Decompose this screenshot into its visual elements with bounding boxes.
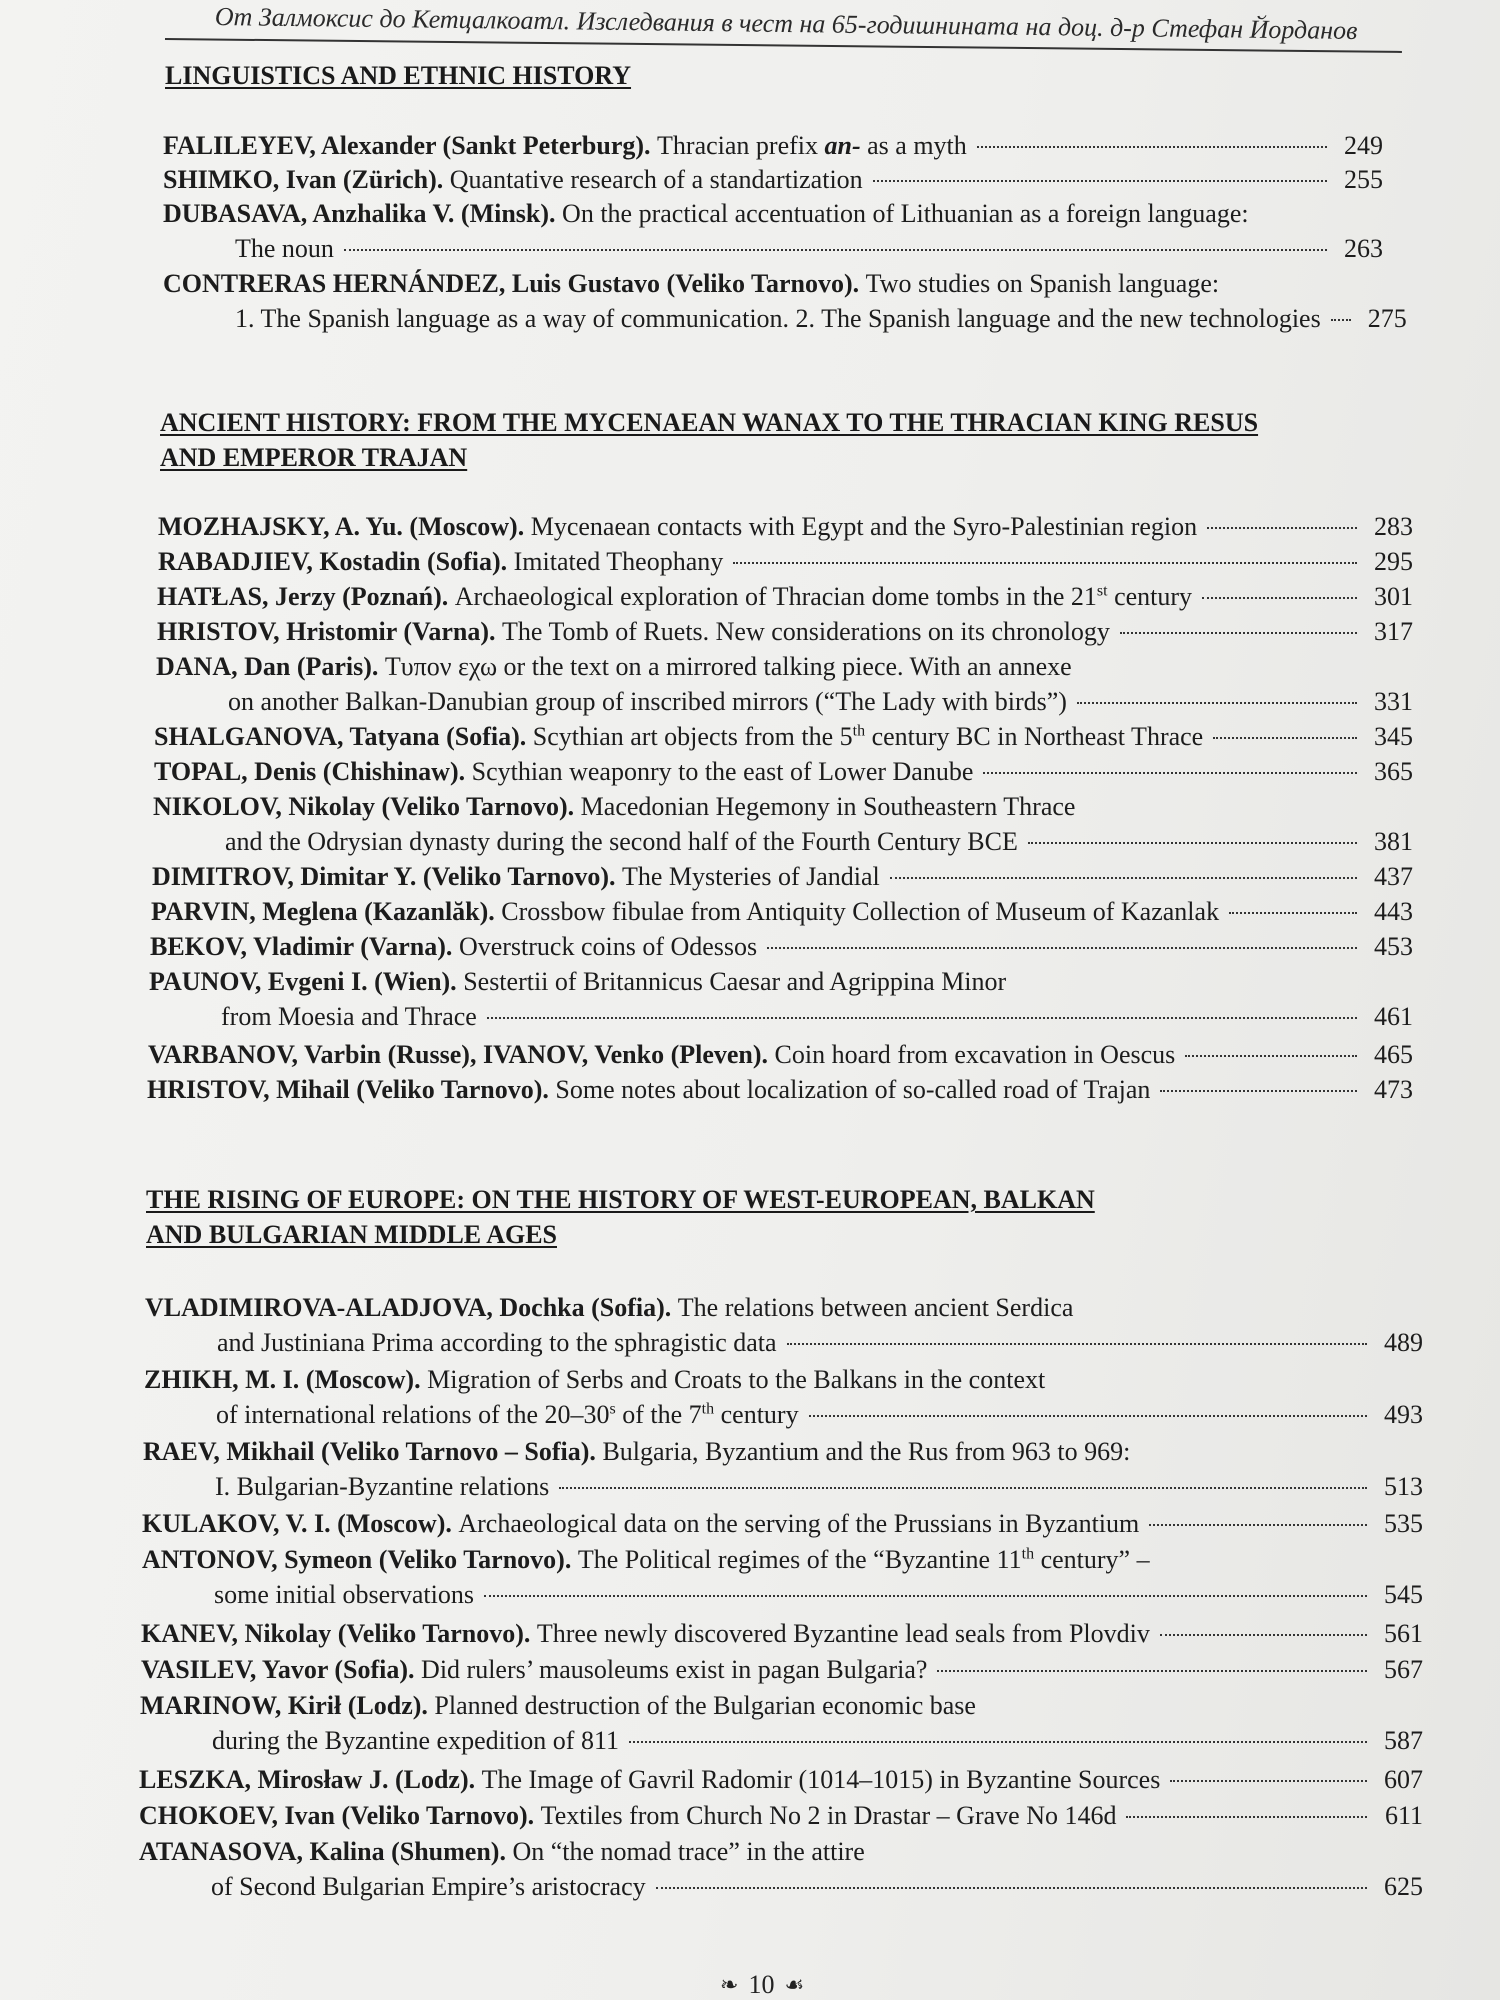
entry-author: BEKOV, Vladimir (Varna). — [150, 932, 453, 961]
toc-line — [158, 509, 1413, 544]
entry-title: The Image of Gavril Radomir (1014–1015) in Byzantine Sources — [481, 1765, 1161, 1794]
entry-page: 443 — [1374, 897, 1413, 926]
toc-entry — [147, 1072, 1413, 1107]
toc-line — [154, 754, 1413, 789]
toc-line-continued — [142, 1577, 1423, 1612]
toc-entry — [163, 128, 1383, 163]
dot-leader — [484, 1595, 1367, 1597]
toc-line — [157, 579, 1413, 614]
toc-line-continued — [163, 301, 1407, 336]
toc-entry — [143, 1434, 1423, 1504]
entry-page: 461 — [1374, 1002, 1413, 1031]
dot-leader — [1207, 527, 1357, 529]
entry-page: 275 — [1367, 304, 1407, 333]
toc-entry — [141, 1652, 1423, 1687]
toc-line — [163, 162, 1383, 197]
toc-line — [154, 719, 1413, 754]
entry-author: VARBANOV, Varbin (Russe), IVANOV, Venko (Pleven). — [148, 1040, 769, 1069]
entry-title: Did rulers’ mausoleums exist in pagan Bulgaria? — [421, 1655, 928, 1684]
entry-author: HRISTOV, Hristomir (Varna). — [157, 617, 496, 646]
toc-entry — [154, 754, 1413, 789]
toc-line-continued — [140, 1723, 1423, 1758]
section-heading-line: ANCIENT HISTORY: FROM THE MYCENAEAN WANAX TO THE THRACIAN KING RESUS — [160, 408, 1259, 437]
section-heading-line: AND EMPEROR TRAJAN — [160, 443, 468, 472]
toc-entry — [151, 894, 1413, 929]
entry-title: Quantative research of a standartization — [449, 165, 863, 194]
toc-line-continued — [156, 684, 1413, 719]
entry-title: Crossbow fibulae from Antiquity Collection of Museum of Kazanlak — [501, 897, 1220, 926]
entry-title-continued: some initial observations — [214, 1580, 474, 1609]
entry-title: Archaeological exploration of Thracian dome tombs in the 21st century — [454, 582, 1193, 611]
dot-leader — [1331, 319, 1351, 321]
entry-page: 625 — [1384, 1872, 1423, 1901]
section-heading-line: AND BULGARIAN MIDDLE AGES — [146, 1220, 557, 1249]
toc-entry — [148, 1037, 1413, 1072]
toc-entry — [157, 579, 1413, 614]
toc-line — [163, 266, 1383, 301]
toc-entry — [144, 1362, 1423, 1432]
toc-entry — [158, 509, 1413, 544]
entry-author: ANTONOV, Symeon (Veliko Tarnovo). — [142, 1545, 572, 1574]
toc-entry — [156, 649, 1413, 719]
entry-page: 453 — [1374, 932, 1413, 961]
entry-author: KANEV, Nikolay (Veliko Tarnovo). — [141, 1619, 531, 1648]
toc-entry — [152, 859, 1413, 894]
entry-title: On the practical accentuation of Lithuanian as a foreign language: — [562, 199, 1249, 228]
toc-entry — [163, 266, 1407, 336]
toc-line — [151, 894, 1413, 929]
section-heading-line: LINGUISTICS AND ETHNIC HISTORY — [165, 61, 632, 90]
dot-leader — [1120, 632, 1357, 634]
toc-line — [163, 128, 1383, 163]
dot-leader — [1202, 597, 1357, 599]
page-footer — [720, 1970, 804, 2000]
dot-leader — [873, 180, 1327, 182]
fleuron-right-icon: ☙ — [784, 1972, 805, 1997]
entry-author: VLADIMIROVA-ALADJOVA, Dochka (Sofia). — [145, 1293, 672, 1322]
section-heading-ancient-history — [160, 405, 1258, 475]
entry-title: Scythian art objects from the 5th century BC in Northeast Thrace — [532, 722, 1204, 751]
section-heading-rising-of-europe — [146, 1182, 1095, 1252]
entry-page: 567 — [1384, 1655, 1423, 1684]
toc-entry — [158, 544, 1413, 579]
entry-title: Two studies on Spanish language: — [865, 269, 1220, 298]
entry-page: 465 — [1374, 1040, 1413, 1069]
toc-line — [158, 544, 1413, 579]
dot-leader — [1160, 1090, 1357, 1092]
toc-line — [144, 1362, 1423, 1397]
entry-author: CHOKOEV, Ivan (Veliko Tarnovo). — [139, 1801, 535, 1830]
toc-entry — [153, 789, 1413, 859]
toc-entry — [139, 1834, 1423, 1904]
entry-page: 249 — [1344, 131, 1383, 160]
entry-author: ZHIKH, M. I. (Moscow). — [144, 1365, 421, 1394]
dot-leader — [733, 562, 1357, 564]
entry-page: 561 — [1384, 1619, 1423, 1648]
toc-entry — [140, 1688, 1423, 1758]
toc-entry — [145, 1290, 1423, 1360]
toc-entry — [150, 929, 1413, 964]
entry-title: Imitated Theophany — [513, 547, 724, 576]
toc-entry — [149, 964, 1413, 1034]
entry-author: NIKOLOV, Nikolay (Veliko Tarnovo). — [153, 792, 575, 821]
toc-entry — [163, 196, 1383, 266]
entry-title-continued: on another Balkan-Danubian group of inscribed mirrors (“The Lady with birds”) — [228, 687, 1067, 716]
entry-author: DANA, Dan (Paris). — [156, 652, 379, 681]
dot-leader — [977, 146, 1327, 148]
toc-line — [140, 1688, 1423, 1723]
entry-title-continued: of Second Bulgarian Empire’s aristocracy — [211, 1872, 646, 1901]
entry-title-continued: I. Bulgarian-Byzantine relations — [215, 1472, 550, 1501]
entry-author: TOPAL, Denis (Chishinaw). — [154, 757, 466, 786]
entry-page: 365 — [1374, 757, 1413, 786]
toc-line — [142, 1506, 1423, 1541]
section-heading-linguistics — [165, 58, 631, 93]
dot-leader — [890, 877, 1357, 879]
page-number: 10 — [748, 1970, 775, 1999]
entry-page: 301 — [1374, 582, 1413, 611]
entry-title: Planned destruction of the Bulgarian economic base — [434, 1691, 976, 1720]
entry-title: Sestertii of Britannicus Caesar and Agrippina Minor — [463, 967, 1007, 996]
entry-page: 255 — [1344, 165, 1383, 194]
entry-title: The relations between ancient Serdica — [677, 1293, 1074, 1322]
dot-leader — [1213, 737, 1357, 739]
entry-page: 331 — [1374, 687, 1413, 716]
toc-line — [141, 1616, 1423, 1651]
toc-line-continued — [143, 1469, 1423, 1504]
entry-page: 295 — [1374, 547, 1413, 576]
toc-entry — [139, 1798, 1423, 1833]
toc-entry — [157, 614, 1413, 649]
toc-line — [148, 1037, 1413, 1072]
toc-line-continued — [153, 824, 1413, 859]
entry-title: Three newly discovered Byzantine lead seals from Plovdiv — [536, 1619, 1150, 1648]
entry-title-continued: during the Byzantine expedition of 811 — [212, 1726, 619, 1755]
toc-line — [157, 614, 1413, 649]
dot-leader — [1149, 1524, 1367, 1526]
toc-entry — [139, 1762, 1423, 1797]
entry-page: 489 — [1384, 1328, 1423, 1357]
entry-page: 283 — [1374, 512, 1413, 541]
toc-entry — [142, 1542, 1423, 1612]
dot-leader — [1185, 1055, 1357, 1057]
toc-line-continued — [139, 1869, 1423, 1904]
entry-page: 437 — [1374, 862, 1413, 891]
entry-title-continued: of international relations of the 20–30$^s$ of the 7th century — [216, 1400, 799, 1429]
dot-leader — [767, 947, 1357, 949]
entry-page: 607 — [1384, 1765, 1423, 1794]
entry-title: Macedonian Hegemony in Southeastern Thrace — [580, 792, 1076, 821]
entry-title: Coin hoard from excavation in Oescus — [774, 1040, 1176, 1069]
toc-entry — [154, 719, 1413, 754]
entry-page: 535 — [1384, 1509, 1423, 1538]
toc-line-continued — [145, 1325, 1423, 1360]
entry-title: On “the nomad trace” in the attire — [512, 1837, 865, 1866]
entry-author: ATANASOVA, Kalina (Shumen). — [139, 1837, 506, 1866]
entry-title: The Political regimes of the “Byzantine 11th century” – — [577, 1545, 1150, 1574]
fleuron-left-icon: ❧ — [720, 1972, 739, 1997]
dot-leader — [487, 1017, 1357, 1019]
entry-title-continued: The noun — [235, 234, 334, 263]
entry-page: 587 — [1384, 1726, 1423, 1755]
dot-leader — [1126, 1816, 1367, 1818]
toc-line-continued — [144, 1397, 1423, 1432]
entry-page: 545 — [1384, 1580, 1423, 1609]
entry-author: CONTRERAS HERNÁNDEZ, Luis Gustavo (Veliko Tarnovo). — [163, 269, 860, 298]
entry-author: PAUNOV, Evgeni I. (Wien). — [149, 967, 457, 996]
toc-line — [139, 1834, 1423, 1869]
toc-line — [139, 1798, 1423, 1833]
entry-author: LESZKA, Mirosław J. (Lodz). — [139, 1765, 476, 1794]
entry-page: 513 — [1384, 1472, 1423, 1501]
entry-author: SHALGANOVA, Tatyana (Sofia). — [154, 722, 527, 751]
toc-entry — [142, 1506, 1423, 1541]
entry-author: HRISTOV, Mihail (Veliko Tarnovo). — [147, 1075, 549, 1104]
dot-leader — [1160, 1634, 1367, 1636]
toc-line — [152, 859, 1413, 894]
toc-entry — [163, 162, 1383, 197]
entry-author: MARINOW, Kirił (Lodz). — [140, 1691, 428, 1720]
dot-leader — [937, 1670, 1367, 1672]
entry-page: 345 — [1374, 722, 1413, 751]
section-heading-line: THE RISING OF EUROPE: ON THE HISTORY OF WEST-EUROPEAN, BALKAN — [146, 1185, 1095, 1214]
toc-line — [143, 1434, 1423, 1469]
entry-page: 611 — [1384, 1801, 1423, 1830]
toc-line — [150, 929, 1413, 964]
toc-line-continued — [149, 999, 1413, 1034]
entry-page: 381 — [1374, 827, 1413, 856]
entry-title: Scythian weaponry to the east of Lower Danube — [471, 757, 974, 786]
entry-author: DIMITROV, Dimitar Y. (Veliko Tarnovo). — [152, 862, 616, 891]
dot-leader — [1170, 1780, 1367, 1782]
entry-title: Τυπον εχω or the text on a mirrored talking piece. With an annexe — [384, 652, 1072, 681]
entry-title: Overstruck coins of Odessos — [458, 932, 758, 961]
entry-page: 263 — [1344, 234, 1383, 263]
dot-leader — [656, 1887, 1367, 1889]
entry-author: SHIMKO, Ivan (Zürich). — [163, 165, 444, 194]
dot-leader — [787, 1343, 1367, 1345]
entry-title-continued: 1. The Spanish language as a way of communication. 2. The Spanish language and the new technologies — [235, 304, 1321, 333]
entry-author: KULAKOV, V. I. (Moscow). — [142, 1509, 452, 1538]
entry-title-continued: and the Odrysian dynasty during the second half of the Fourth Century BCE — [225, 827, 1018, 856]
entry-page: 317 — [1374, 617, 1413, 646]
entry-title-continued: and Justiniana Prima according to the sphragistic data — [217, 1328, 777, 1357]
entry-author: RAEV, Mikhail (Veliko Tarnovo – Sofia). — [143, 1437, 596, 1466]
entry-title: Archaeological data on the serving of the Prussians in Byzantium — [458, 1509, 1140, 1538]
dot-leader — [629, 1741, 1367, 1743]
entry-author: VASILEV, Yavor (Sofia). — [141, 1655, 415, 1684]
toc-line — [145, 1290, 1423, 1325]
entry-title: The Tomb of Ruets. New considerations on its chronology — [502, 617, 1110, 646]
toc-line-continued — [163, 231, 1383, 266]
entry-author: RABADJIEV, Kostadin (Sofia). — [158, 547, 508, 576]
toc-line — [163, 196, 1383, 231]
dot-leader — [1028, 842, 1357, 844]
entry-title: Migration of Serbs and Croats to the Balkans in the context — [427, 1365, 1046, 1394]
toc-line — [141, 1652, 1423, 1687]
toc-line — [139, 1762, 1423, 1797]
entry-author: MOZHAJSKY, A. Yu. (Moscow). — [158, 512, 525, 541]
entry-page: 473 — [1374, 1075, 1413, 1104]
entry-title: Textiles from Church No 2 in Drastar – Grave No 146d — [540, 1801, 1117, 1830]
dot-leader — [983, 772, 1357, 774]
entry-page: 493 — [1384, 1400, 1423, 1429]
entry-title: Some notes about localization of so-called road of Trajan — [555, 1075, 1151, 1104]
dot-leader — [559, 1487, 1367, 1489]
toc-line — [153, 789, 1413, 824]
toc-line — [149, 964, 1413, 999]
dot-leader — [1229, 912, 1357, 914]
entry-author: PARVIN, Meglena (Kazanlăk). — [151, 897, 495, 926]
toc-line — [142, 1542, 1423, 1577]
entry-title: Mycenaean contacts with Egypt and the Syro-Palestinian region — [530, 512, 1198, 541]
dot-leader — [1077, 702, 1357, 704]
entry-author: HATŁAS, Jerzy (Poznań). — [157, 582, 449, 611]
entry-title: Thracian prefix an- as a myth — [657, 131, 967, 160]
entry-title: Bulgaria, Byzantium and the Rus from 963 to 969: — [602, 1437, 1131, 1466]
entry-title: The Mysteries of Jandial — [622, 862, 880, 891]
dot-leader — [809, 1415, 1367, 1417]
toc-entry — [141, 1616, 1423, 1651]
toc-line — [147, 1072, 1413, 1107]
toc-line — [156, 649, 1413, 684]
entry-title-continued: from Moesia and Thrace — [221, 1002, 477, 1031]
running-head: От Залмоксис до Кетцалкоатл. Изследвания в чест на 65-годишнината на доц. д-р Стефан Йорданов — [214, 2, 1358, 45]
dot-leader — [344, 249, 1327, 251]
entry-author: FALILEYEV, Alexander (Sankt Peterburg). — [163, 131, 651, 160]
entry-author: DUBASAVA, Anzhalika V. (Minsk). — [163, 199, 556, 228]
